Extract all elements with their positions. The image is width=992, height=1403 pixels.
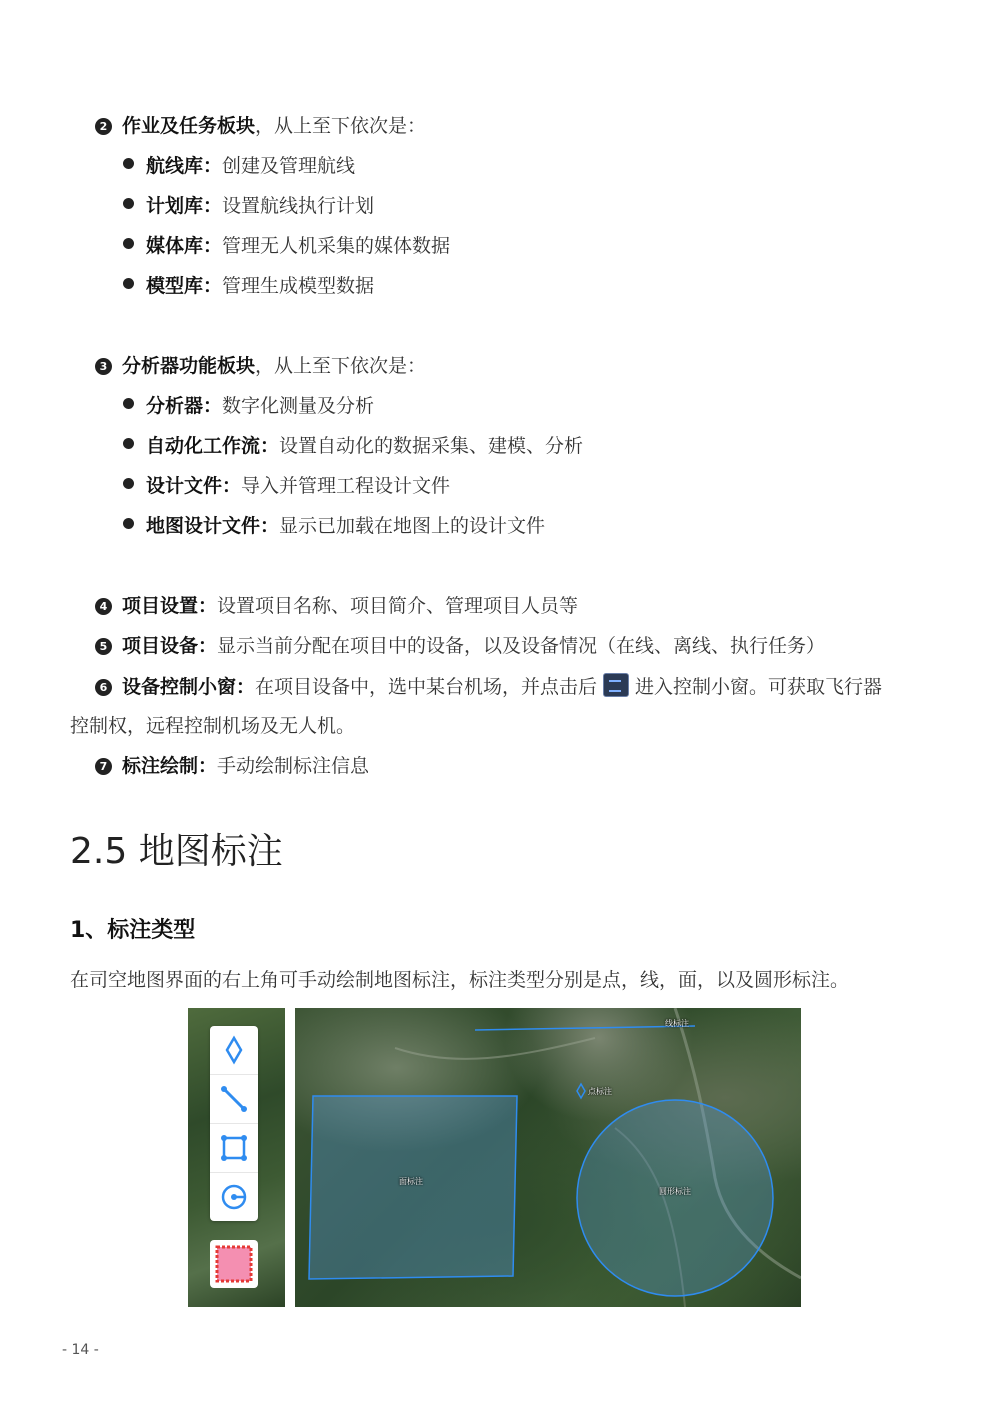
section-3-heading: 3 分析器功能板块，从上至下依次是： [95, 353, 426, 379]
list-item: 自动化工作流：设置自动化的数据采集、建模、分析 [123, 433, 583, 459]
section-6: 6 设备控制小窗：在项目设备中，选中某台机场，并点击后 进入控制小窗。可获取飞行器 [95, 673, 882, 700]
section-7: 7 标注绘制：手动绘制标注信息 [95, 753, 369, 779]
circled-number-7: 7 [95, 758, 112, 775]
bullet-icon [123, 238, 134, 249]
bullet-icon [123, 478, 134, 489]
map-annotations [295, 1008, 801, 1307]
bullet-icon [123, 198, 134, 209]
section-6-continued: 控制权，远程控制机场及无人机。 [70, 715, 356, 737]
list-item: 设计文件：导入并管理工程设计文件 [123, 473, 450, 499]
line-tool-button[interactable] [210, 1074, 258, 1123]
section-heading: 2.5 地图标注 [70, 831, 283, 872]
circle-annotation[interactable] [577, 1100, 773, 1296]
polygon-tool-button[interactable] [210, 1123, 258, 1172]
color-tool-icon [210, 1240, 258, 1288]
circled-number-4: 4 [95, 598, 112, 615]
point-annotation[interactable] [577, 1084, 585, 1098]
satellite-map-image [295, 1008, 801, 1307]
annotation-toolbar-image [188, 1008, 285, 1307]
bullet-icon [123, 158, 134, 169]
list-item: 地图设计文件：显示已加载在地图上的设计文件 [123, 513, 545, 539]
area-annotation-label: 面标注 [399, 1177, 423, 1186]
line-annotation[interactable] [475, 1026, 695, 1030]
page-number: - 14 - [62, 1342, 99, 1358]
section-2-heading: 2 作业及任务板块，从上至下依次是： [95, 113, 426, 139]
circled-number-2: 2 [95, 118, 112, 135]
circle-tool-button[interactable] [210, 1172, 258, 1221]
subsection-heading: 1、标注类型 [70, 918, 196, 943]
circle-tool-icon [219, 1182, 249, 1212]
color-picker-button[interactable] [210, 1240, 258, 1288]
section-5: 5 项目设备：显示当前分配在项目中的设备，以及设备情况（在线、离线、执行任务） [95, 633, 825, 659]
line-tool-icon [219, 1084, 249, 1114]
list-item: 分析器：数字化测量及分析 [123, 393, 374, 419]
list-item: 媒体库：管理无人机采集的媒体数据 [123, 233, 450, 259]
point-tool-icon [219, 1035, 249, 1065]
circled-number-5: 5 [95, 638, 112, 655]
list-item: 模型库：管理生成模型数据 [123, 273, 374, 299]
circled-number-3: 3 [95, 358, 112, 375]
bullet-icon [123, 518, 134, 529]
polygon-tool-icon [219, 1133, 249, 1163]
area-annotation[interactable] [309, 1096, 517, 1279]
circled-number-6: 6 [95, 679, 112, 696]
bullet-icon [123, 438, 134, 449]
annotation-toolbar [210, 1026, 258, 1221]
section-4: 4 项目设置：设置项目名称、项目简介、管理项目人员等 [95, 593, 578, 619]
bullet-icon [123, 278, 134, 289]
list-item: 计划库：设置航线执行计划 [123, 193, 374, 219]
body-paragraph: 在司空地图界面的右上角可手动绘制地图标注，标注类型分别是点，线，面，以及圆形标注。 [70, 969, 850, 991]
circle-annotation-label: 圆形标注 [659, 1187, 691, 1196]
line-annotation-label: 线标注 [665, 1019, 689, 1028]
control-window-icon [603, 673, 629, 697]
list-item: 航线库：创建及管理航线 [123, 153, 355, 179]
bullet-icon [123, 398, 134, 409]
point-tool-button[interactable] [210, 1026, 258, 1074]
point-annotation-label: 点标注 [588, 1087, 612, 1096]
